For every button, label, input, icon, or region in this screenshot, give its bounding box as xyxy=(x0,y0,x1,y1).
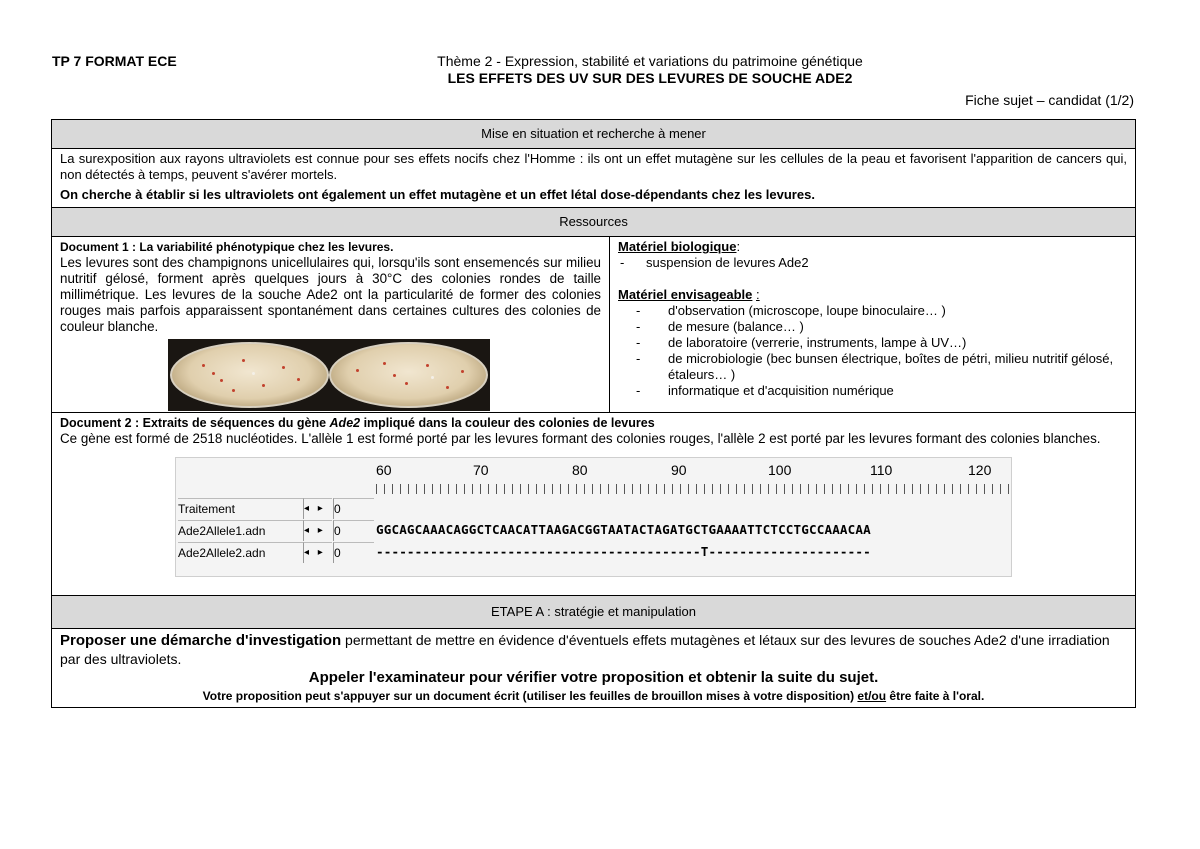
materiel-bio-label: Matériel biologique xyxy=(618,239,737,254)
list-item: - de microbiologie (bec bunsen électrique, boîtes de pétri, milieu nutritif gélosé, étaleurs… ) xyxy=(636,351,1127,383)
main-table xyxy=(51,119,1136,708)
ruler-label: 60 xyxy=(376,462,392,478)
sequence-name: Ade2Allele2.adn xyxy=(178,542,304,563)
scroll-arrows[interactable]: ◂ ▸ xyxy=(304,498,332,519)
list-item: - de laboratoire (verrerie, instruments, lampe à UV…) xyxy=(636,335,1127,351)
etape-cell xyxy=(52,629,1136,708)
situation-question: On cherche à établir si les ultraviolets ont également un effet mutagène et un effet létal dose-dépendants chez les levures. xyxy=(60,187,815,202)
materiel-env-label: Matériel envisageable xyxy=(618,287,753,302)
situation-heading: Mise en situation et recherche à mener xyxy=(52,120,1136,149)
sequence-row[interactable] xyxy=(176,520,1011,540)
situation-text: La surexposition aux rayons ultraviolets est connue pour ses effets nocifs chez l'Homme : ils ont un effet mutagène sur les cellules de la peau et favorisent l'apparition de cancers qui, non détectés à temps, peuvent s'avérer mortels. xyxy=(60,151,1128,182)
page-title: LES EFFETS DES UV SUR DES LEVURES DE SOUCHE ADE2 xyxy=(447,70,853,86)
materiel-bio-item: suspension de levures Ade2 xyxy=(646,255,809,270)
ruler-label: 70 xyxy=(473,462,489,478)
scroll-arrows[interactable]: ◂ ▸ xyxy=(304,520,332,541)
ruler-label: 80 xyxy=(572,462,588,478)
document1-cell xyxy=(52,237,610,413)
etape-lead: Proposer une démarche d'investigation permettant de mettre en évidence d'éventuels effets mutagènes et létaux sur des levures de souches Ade2 d'une irradiation par des ultraviolets. xyxy=(60,632,1110,667)
etape-heading: ETAPE A : stratégie et manipulation xyxy=(52,596,1136,629)
materiel-env-list xyxy=(618,303,1127,399)
ruler-label: 110 xyxy=(870,462,893,478)
doc2-title: Document 2 : Extraits de séquences du gène Ade2 impliqué dans la couleur des colonies de levures xyxy=(60,416,655,430)
petri-dish-right xyxy=(329,342,488,408)
petri-dish-left xyxy=(170,342,329,408)
sequence-offset: 0 xyxy=(333,520,374,541)
etape-call: Appeler l'examinateur pour vérifier votre proposition et obtenir la suite du sujet. xyxy=(308,669,879,686)
header-center xyxy=(300,53,1000,87)
ressources-heading: Ressources xyxy=(52,208,1136,237)
sequence-ruler xyxy=(376,462,1011,496)
sequence-bases: ------------------------------------------T--------------------- xyxy=(376,544,871,559)
sequence-row[interactable] xyxy=(176,498,1011,518)
doc1-title: Document 1 : La variabilité phénotypique chez les levures. xyxy=(60,240,394,254)
header-left: TP 7 FORMAT ECE xyxy=(52,53,177,69)
sequence-bases: GGCAGCAAACAGGCTCAACATTAAGACGGTAATACTAGATGCTGAAAATTCTCCTGCCAAACAA xyxy=(376,522,871,537)
ruler-label: 100 xyxy=(768,462,792,478)
sequence-offset: 0 xyxy=(333,542,374,563)
document2-cell xyxy=(52,413,1136,596)
doc1-text: Les levures sont des champignons unicellulaires qui, lorsqu'ils sont ensemencés sur milieu nutritif gélosé, forment après quelques jours à 30°C des colonies rondes de taille millimétrique. Les levures de la souche Ade2 ont la particularité de former des colonies rouges mais parfois apparaissent spontanément dans certaines cultures des colonies de couleur blanche. xyxy=(60,255,601,334)
sequence-row[interactable] xyxy=(176,542,1011,562)
theme-line: Thème 2 - Expression, stabilité et variations du patrimoine génétique xyxy=(437,53,863,69)
sequence-offset: 0 xyxy=(333,498,374,519)
materiel-cell: Matériel biologique: - suspension de levures Ade2 Matériel envisageable : - d'observation (microscope, loupe binoculaire… ) - de mesure (balance… ) - de laboratoire (verrerie, instruments, lampe à UV…) - de microbiologie (bec bunsen électrique, boîtes de pétri, milieu nutritif gélosé, étaleurs… ) - informatique et d'acquisition numérique xyxy=(610,237,1136,413)
scroll-arrows[interactable]: ◂ ▸ xyxy=(304,542,332,563)
list-item: - d'observation (microscope, loupe binoculaire… ) xyxy=(636,303,1127,319)
list-item: - de mesure (balance… ) xyxy=(636,319,1127,335)
list-item: - informatique et d'acquisition numérique xyxy=(636,383,1127,399)
ruler-ticks xyxy=(376,484,1011,494)
doc2-text: Ce gène est formé de 2518 nucléotides. L'allèle 1 est formé porté par les levures formant des colonies rouges, l'allèle 2 est porté par les levures formant des colonies blanches. xyxy=(60,431,1101,446)
sequence-viewer xyxy=(175,457,1012,577)
sequence-name: Ade2Allele1.adn xyxy=(178,520,304,541)
fiche-label: Fiche sujet – candidat (1/2) xyxy=(965,92,1134,108)
ruler-label: 90 xyxy=(671,462,687,478)
situation-cell xyxy=(52,149,1136,208)
petri-dishes-photo xyxy=(168,339,490,411)
sequence-name: Traitement xyxy=(178,498,304,519)
etape-note: Votre proposition peut s'appuyer sur un document écrit (utiliser les feuilles de brouillon mises à votre disposition) et/ou être faite à l'oral. xyxy=(202,689,985,703)
ruler-label: 120 xyxy=(968,462,992,478)
